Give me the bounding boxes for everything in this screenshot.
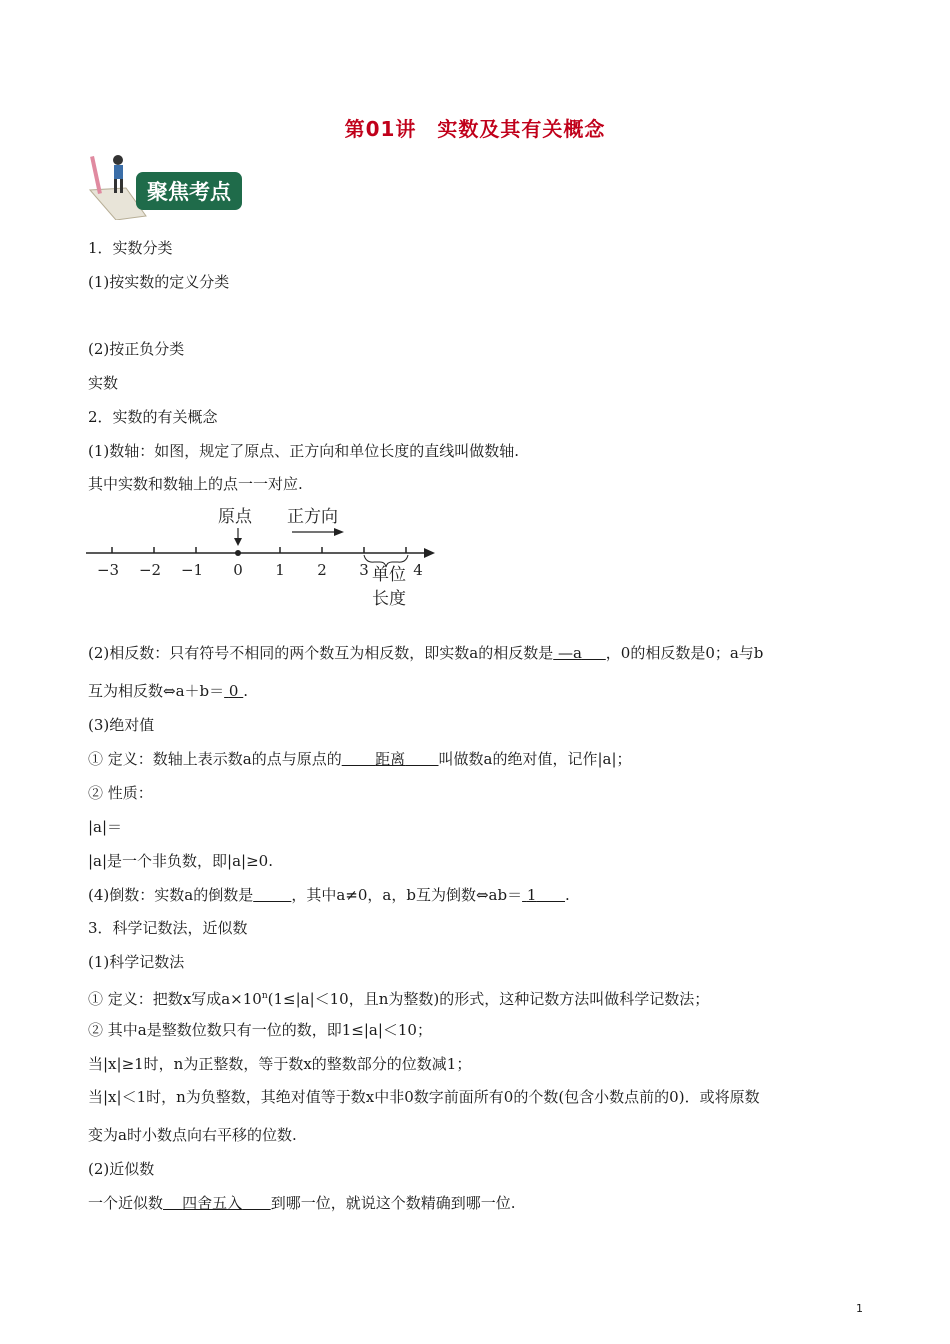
- text-sci-shift: 变为a时小数点向右平移的位数.: [88, 1126, 297, 1144]
- tick-label: 3: [359, 561, 369, 579]
- subheading-abs: (3)绝对值: [88, 716, 155, 734]
- answer-sum: 0: [228, 682, 239, 700]
- text-number-line-def: (1)数轴：如图，规定了原点、正方向和单位长度的直线叫做数轴.: [88, 442, 520, 460]
- banner-label: 聚焦考点: [147, 180, 231, 204]
- answer-distance: 距离: [375, 750, 406, 768]
- axis-line: [86, 548, 435, 558]
- text-abs-property: ② 性质：: [88, 784, 153, 802]
- text-reciprocal: (4)倒数：实数a的倒数是 ，其中a≠0，a，b互为倒数⇔ab＝ 1 .: [88, 886, 570, 904]
- heading-1: 1．实数分类: [88, 239, 173, 257]
- subheading-1-1: (1)按实数的定义分类: [88, 273, 230, 291]
- direction-label: 正方向: [287, 507, 338, 527]
- tick-label: 1: [275, 561, 285, 579]
- heading-2: 2．实数的有关概念: [88, 408, 218, 426]
- unit-label-1: 单位: [372, 565, 406, 585]
- page-title: 第01讲 实数及其有关概念: [344, 117, 606, 141]
- text-sci-a: ② 其中a是整数位数只有一位的数，即1≤|a|＜10；: [88, 1021, 432, 1039]
- tick-label: 2: [317, 561, 327, 579]
- text-abs-eq: |a|＝: [88, 818, 123, 836]
- text-approx-def: 一个近似数 四舍五入 到哪一位，就说这个数精确到哪一位.: [88, 1194, 516, 1212]
- subheading-approx: (2)近似数: [88, 1160, 155, 1178]
- tick-label: 4: [413, 561, 423, 579]
- text-correspondence: 其中实数和数轴上的点一一对应.: [88, 475, 303, 493]
- tick-label: −3: [96, 561, 120, 579]
- page-number: 1: [856, 1302, 863, 1315]
- origin-point: [235, 550, 241, 556]
- origin-label: 原点: [218, 507, 252, 527]
- text-abs-def: ① 定义：数轴上表示数a的点与原点的 距离 叫做数a的绝对值，记作|a|；: [88, 750, 632, 768]
- text-sci-n-positive: 当|x|≥1时，n为正整数，等于数x的整数部分的位数减1；: [88, 1055, 472, 1073]
- tick-label: −2: [138, 561, 162, 579]
- answer-rounding: 四舍五入: [182, 1194, 243, 1212]
- answer-opposite: —a: [557, 644, 582, 662]
- text-real-numbers: 实数: [88, 374, 119, 392]
- heading-3: 3．科学记数法，近似数: [88, 919, 248, 937]
- subheading-1-2: (2)按正负分类: [88, 340, 185, 358]
- text-sci-def: ① 定义：把数x写成$a\times 10^n(1\le|a|<10$，且n为整数)的形式，这种记数方法叫做科学记数法；: [88, 990, 710, 1008]
- text-opposite-number: (2)相反数：只有符号不相同的两个数互为相反数，即实数a的相反数是 —a ，0的相反数是0；a与b: [88, 644, 764, 662]
- subheading-sci: (1)科学记数法: [88, 953, 185, 971]
- tick-label: 0: [233, 561, 243, 579]
- section-banner: [86, 150, 246, 220]
- tick-label: −1: [180, 561, 204, 579]
- unit-label-2: 长度: [372, 589, 406, 609]
- text-opposite-sum: 互为相反数⇔a＋b＝ 0 .: [88, 682, 249, 700]
- text-sci-n-negative: 当|x|＜1时，n为负整数，其绝对值等于数x中非0数字前面所有0的个数(包含小数点前的0)．或将原数: [88, 1088, 760, 1106]
- text-abs-nonneg: |a|是一个非负数，即|a|≥0.: [88, 852, 273, 870]
- number-line-figure: [86, 500, 446, 615]
- answer-product: 1: [526, 886, 537, 904]
